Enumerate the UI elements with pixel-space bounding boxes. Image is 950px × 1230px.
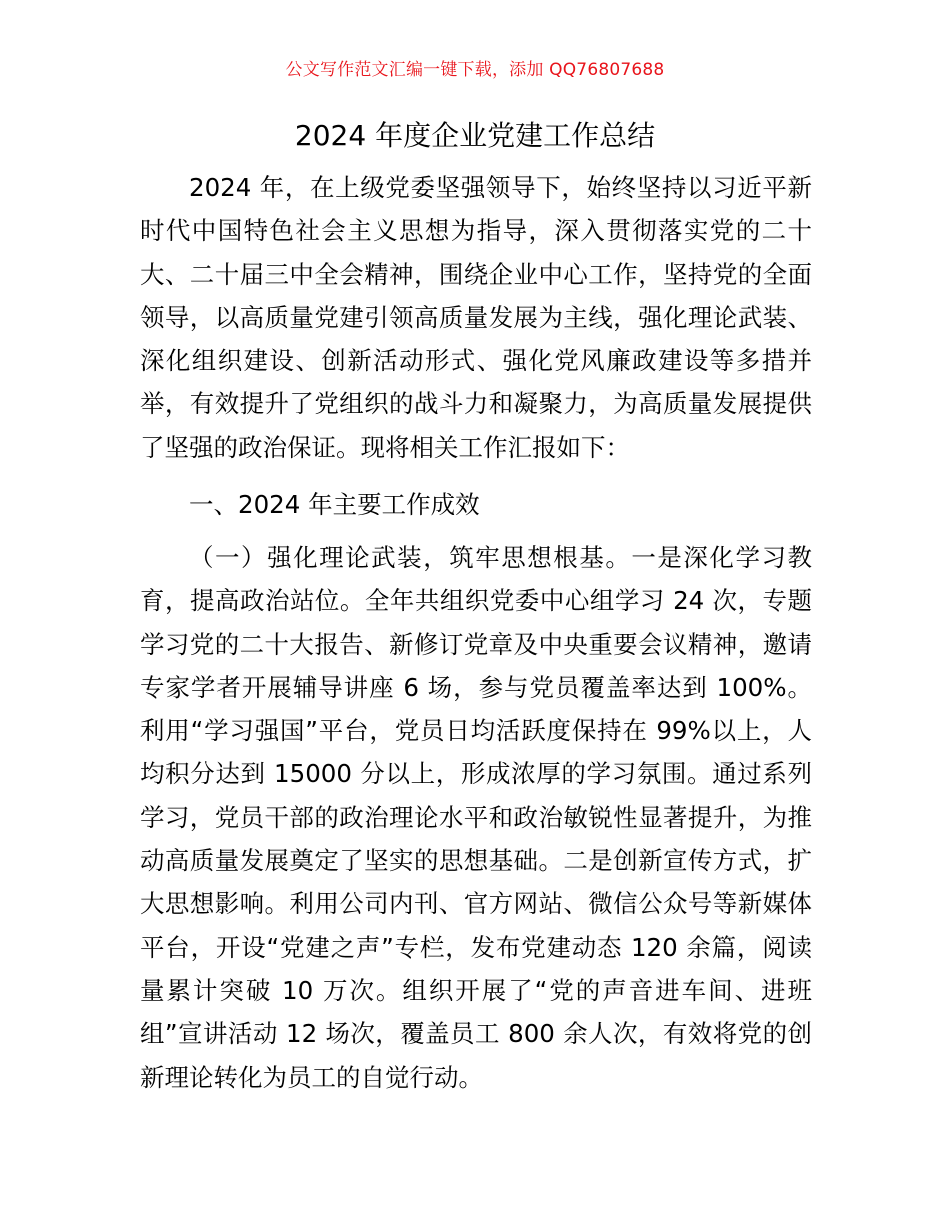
intro-paragraph: 2024 年，在上级党委坚强领导下，始终坚持以习近平新时代中国特色社会主义思想为指导，深入贯彻落实党的二十大、二十届三中全会精神，围绕企业中心工作，坚持党的全面领导，以高质量党建引领高质量发展为主线，强化理论武装、深化组织建设、创新活动形式、强化党风廉政建设等多措并举，有效提升了党组织的战斗力和凝聚力，为高质量发展提供了坚强的政治保证。现将相关工作汇报如下：	[140, 173, 812, 462]
section-heading: 一、2024 年主要工作成效	[189, 490, 480, 519]
section1-paragraph: （一）强化理论武装，筑牢思想根基。一是深化学习教育，提高政治站位。全年共组织党委中心组学习 24 次，专题学习党的二十大报告、新修订党章及中央重要会议精神，邀请专家学者开展辅导讲座 6 场，参与党员覆盖率达到 100%。利用“学习强国”平台，党员日均活跃度保持在 99%以上，人均积分达到 15000 分以上，形成浓厚的学习氛围。通过系列学习，党员干部的政治理论水平和政治敏锐性显著提升，为推动高质量发展奠定了坚实的思想基础。二是创新宣传方式，扩大思想影响。利用公司内刊、官方网站、微信公众号等新媒体平台，开设“党建之声”专栏，发布党建动态 120 余篇，阅读量累计突破 10 万次。组织开展了“党的声音进车间、进班组”宣讲活动 12 场次，覆盖员工 800 余人次，有效将党的创新理论转化为员工的自觉行动。	[140, 543, 812, 1092]
download-banner: 公文写作范文汇编一键下载，添加 QQ76807688	[285, 60, 665, 80]
document-title: 2024 年度企业党建工作总结	[294, 119, 656, 152]
